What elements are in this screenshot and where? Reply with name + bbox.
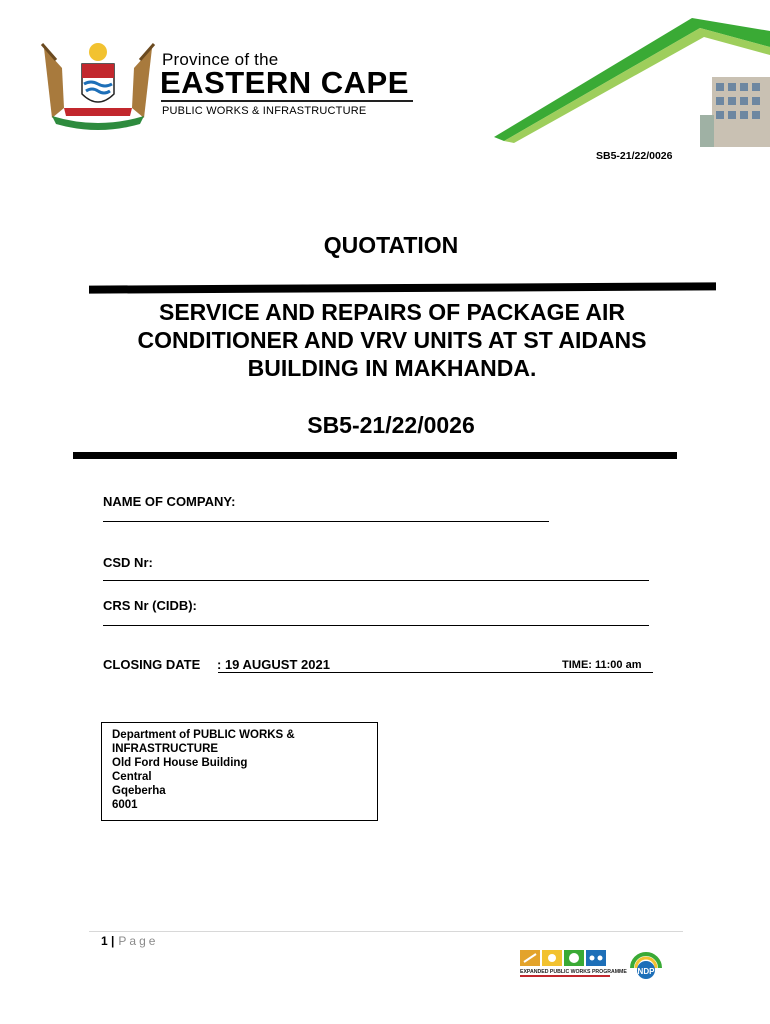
closing-date-value: : 19 AUGUST 2021 — [217, 657, 330, 672]
csd-number-field-line[interactable] — [103, 580, 649, 581]
ndp-logo — [628, 948, 664, 980]
crs-number-label: CRS Nr (CIDB): — [103, 598, 197, 613]
building-banner-image — [490, 15, 770, 150]
subject-line: CONDITIONER AND VRV UNITS AT ST AIDANS — [137, 327, 647, 353]
footer-divider — [89, 931, 683, 932]
province-divider — [161, 100, 413, 102]
subject-line: SERVICE AND REPAIRS OF PACKAGE AIR — [158, 299, 626, 325]
address-line: INFRASTRUCTURE — [112, 743, 219, 755]
closing-date-row — [103, 657, 658, 675]
title-divider — [89, 282, 716, 293]
document-title: QUOTATION — [323, 232, 459, 258]
closing-time: TIME: 11:00 am — [562, 659, 642, 671]
address-line: Gqeberha — [112, 785, 166, 797]
page-number-value: 1 — [101, 934, 108, 948]
department-name: PUBLIC WORKS & INFRASTRUCTURE — [162, 105, 367, 117]
crs-number-field-line[interactable] — [103, 625, 649, 626]
closing-date-underline — [218, 672, 653, 673]
page-number-separator: | — [111, 934, 115, 948]
province-line2: EASTERN CAPE — [160, 65, 409, 100]
page-word: Page — [118, 934, 159, 948]
company-name-field-line[interactable] — [103, 521, 549, 522]
reference-number-header: SB5-21/22/0026 — [596, 150, 673, 162]
address-line: 6001 — [112, 799, 138, 811]
province-line1: Province of the — [162, 50, 279, 69]
page-number — [101, 934, 158, 948]
company-name-label: NAME OF COMPANY: — [103, 494, 236, 509]
delivery-address-box — [101, 722, 378, 821]
epwp-text: EXPANDED PUBLIC WORKS PROGRAMME — [520, 969, 627, 975]
epwp-logo — [518, 948, 628, 980]
address-line: Department of PUBLIC WORKS & — [112, 729, 295, 741]
csd-number-label: CSD Nr: — [103, 555, 153, 570]
closing-date-label: CLOSING DATE — [103, 657, 201, 672]
address-line: Central — [112, 771, 152, 783]
document-subject — [92, 298, 692, 382]
ndp-text: NDP — [637, 967, 655, 976]
address-line: Old Ford House Building — [112, 757, 248, 769]
coat-of-arms-logo — [34, 38, 162, 130]
subject-line: BUILDING IN MAKHANDA. — [247, 355, 537, 381]
document-reference: SB5-21/22/0026 — [307, 412, 475, 438]
reference-divider — [73, 452, 677, 459]
